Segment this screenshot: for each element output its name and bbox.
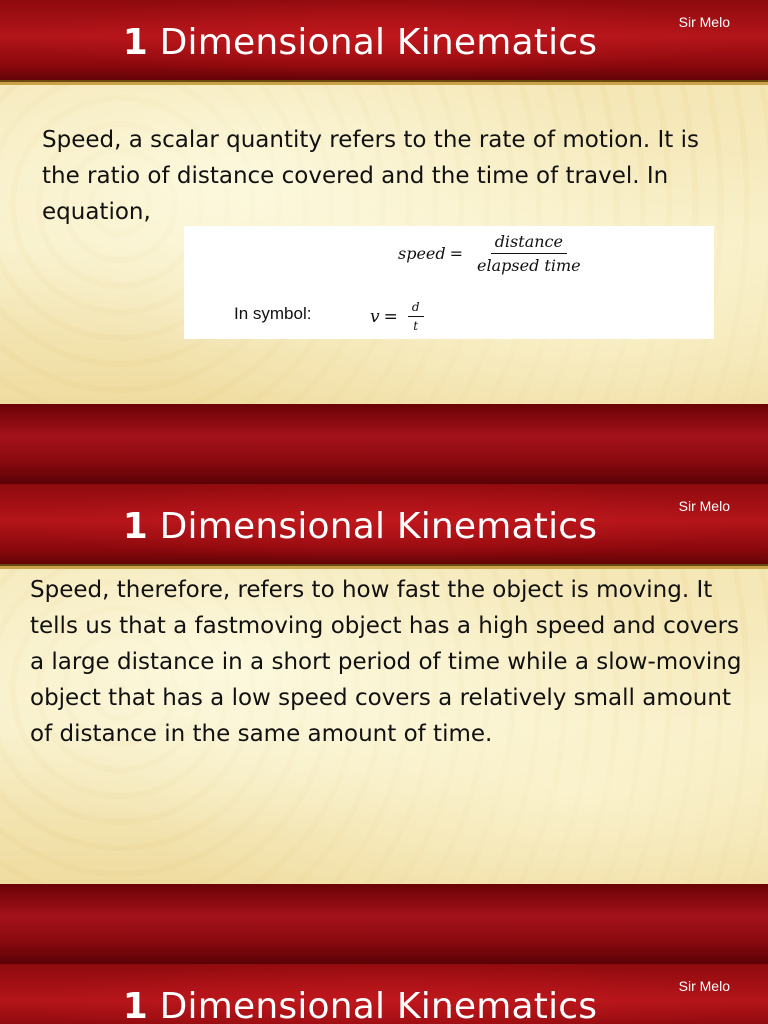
slide-body [0, 569, 768, 884]
title-text: Dimensional Kinematics [159, 986, 598, 1024]
title-bar [0, 0, 768, 85]
symbol-label: In symbol: [234, 304, 312, 323]
slide-title [0, 984, 720, 1024]
author-label: Sir Melo [678, 978, 730, 994]
title-bar [0, 964, 768, 1024]
slide-separator [0, 884, 768, 964]
paragraph: Speed, therefore, refers to how fast the object is moving. It tells us that a fastmoving object has a high speed and covers a large distance in a short period of time while a slow-moving object that has a low speed covers a relatively small amount of distance in the same amount of time. [30, 577, 742, 747]
symbol-equals: = [383, 306, 398, 327]
symbol-fraction [408, 300, 424, 333]
formula-lhs: speed [398, 244, 446, 263]
formula-image [184, 226, 714, 339]
title-text: Dimensional Kinematics [159, 22, 598, 63]
symbol-lhs: v [370, 306, 380, 327]
formula-numerator: distance [491, 232, 567, 254]
slide-2 [0, 484, 768, 884]
slide-body [0, 85, 768, 404]
title-number: 1 [122, 22, 148, 63]
slide-separator [0, 404, 768, 484]
title-bar [0, 484, 768, 569]
author-label: Sir Melo [678, 14, 730, 30]
symbol-formula [370, 300, 424, 333]
formula-fraction [473, 232, 585, 275]
title-number: 1 [122, 506, 148, 547]
slide-1 [0, 0, 768, 404]
formula-denominator: elapsed time [477, 256, 581, 275]
speed-formula [398, 232, 585, 275]
symbol-numerator: d [408, 300, 424, 317]
formula-equals: = [449, 244, 464, 263]
title-text: Dimensional Kinematics [159, 506, 598, 547]
author-label: Sir Melo [678, 498, 730, 514]
symbol-denominator: t [413, 319, 419, 333]
slide-title [0, 504, 720, 550]
slide-title [0, 20, 720, 66]
slide-3 [0, 964, 768, 1024]
paragraph: Speed, a scalar quantity refers to the rate of motion. It is the ratio of distance covered and the time of travel. In equation, [42, 127, 700, 225]
title-number: 1 [122, 986, 148, 1024]
